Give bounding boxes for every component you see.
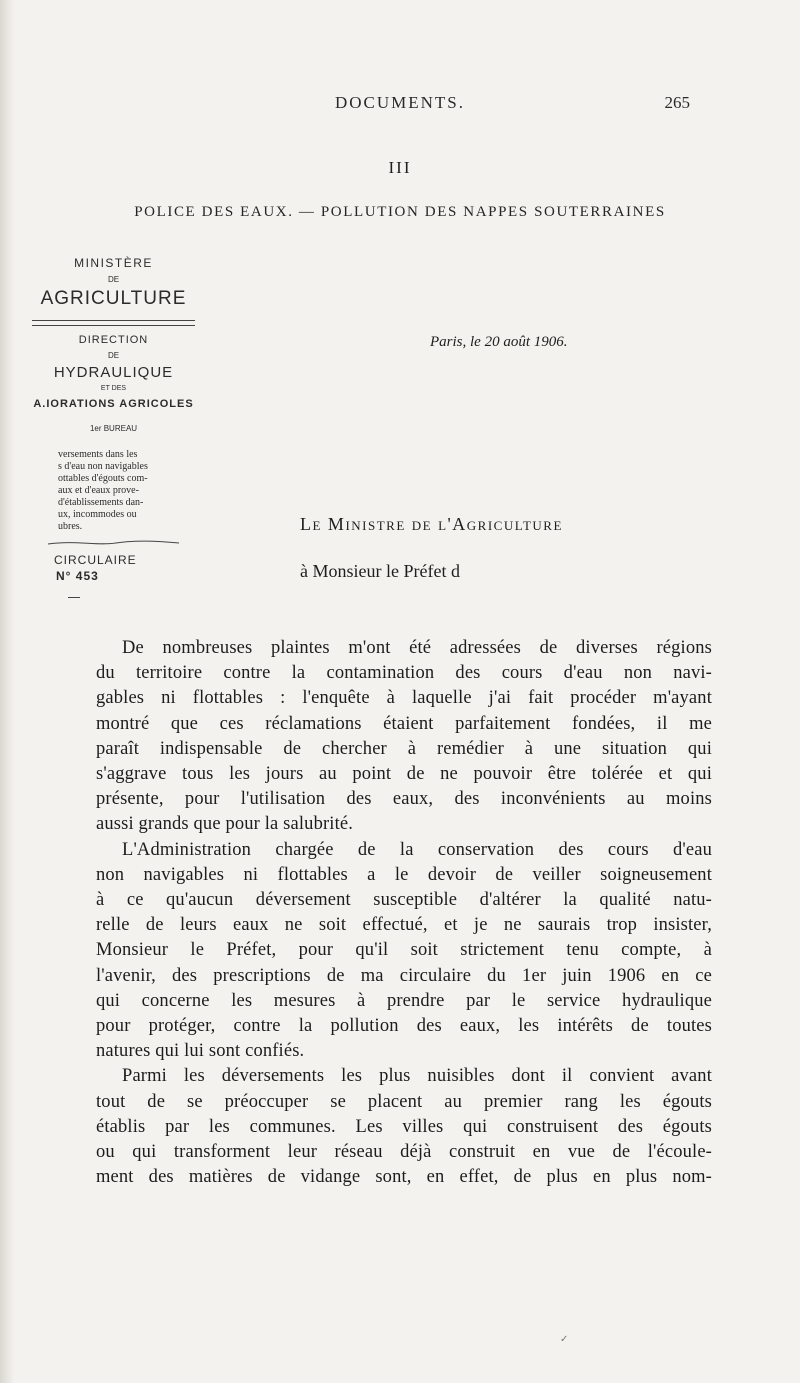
- running-header: [0, 93, 800, 117]
- body-line: qui concerne les mesures à prendre par le service hydraulique: [96, 990, 712, 1011]
- body-line: ment des matières de vidange sont, en effet, de plus en plus nom-: [96, 1167, 712, 1188]
- letterhead-direction: DIRECTION: [78, 334, 149, 346]
- body-line: non navigables ni flottables a le devoir de veiller soigneusement: [96, 864, 712, 885]
- body-line: relle de leurs eaux ne soit effectué, et je ne saurais trop insister,: [96, 915, 712, 936]
- body-line: paraît indispensable de chercher à remédier à une situation qui: [96, 738, 712, 759]
- letterhead-et-des: ET DES: [100, 385, 127, 392]
- body-line: natures qui lui sont confiés.: [96, 1041, 305, 1062]
- letterhead-ministry: MINISTÈRE: [74, 256, 153, 270]
- page-number: 265: [664, 93, 690, 112]
- body-line: L'Administration chargée de la conservation des cours d'eau: [122, 839, 712, 860]
- letterhead-ministry-name: AGRICULTURE: [40, 288, 187, 309]
- body-line: s'aggrave tous les jours au point de ne pouvoir être tolérée et qui: [96, 764, 712, 785]
- body-line: pour protéger, contre la pollution des eaux, les intérêts de toutes: [96, 1016, 712, 1037]
- running-title: DOCUMENTS.: [334, 93, 466, 112]
- letterhead-circulaire: CIRCULAIRE: [54, 553, 137, 567]
- body-line: Monsieur le Préfet, pour qu'il soit strictement tenu compte, à: [96, 940, 712, 961]
- body-line: du territoire contre la contamination des cours d'eau non navi-: [96, 663, 712, 684]
- section-number: III: [388, 158, 412, 177]
- body-line: établis par les communes. Les villes qui construisent des égouts: [96, 1116, 712, 1137]
- letterhead-direction-name: HYDRAULIQUE: [53, 364, 174, 381]
- letterhead-dash: [68, 597, 80, 598]
- body-line: Parmi les déversements les plus nuisibles dont il convient avant: [122, 1066, 712, 1087]
- body-line: présente, pour l'utilisation des eaux, des inconvénients au moins: [96, 789, 712, 810]
- margin-check-mark: ✓: [560, 1334, 569, 1345]
- letterhead-circulaire-number: N° 453: [56, 569, 99, 583]
- body-line: gables ni flottables : l'enquête à laquelle j'ai fait procéder m'ayant: [96, 688, 712, 709]
- body-line: De nombreuses plaintes m'ont été adressées de diverses régions: [122, 638, 712, 658]
- body-text: [96, 636, 712, 1190]
- body-line: à ce qu'aucun déversement susceptible d'altérer la qualité natu-: [96, 890, 712, 911]
- sender: Le Ministre de l'Agriculture: [300, 514, 563, 534]
- letterhead: [26, 256, 201, 598]
- letterhead-subject: versements dans les s d'eau non navigables ottables d'égouts com- aux et d'eaux prove- d'établissements dan- ux, incommodes ou ubres.: [58, 449, 148, 532]
- body-line: montré que ces réclamations étaient parfaitement fondées, il me: [96, 713, 712, 734]
- body-line: ou qui transforment leur réseau déjà construit en vue de l'écoule-: [96, 1142, 712, 1163]
- body-line: tout de se préoccuper se placent au premier rang les égouts: [96, 1091, 712, 1112]
- letterhead-bureau: 1er BUREAU: [89, 424, 138, 433]
- dateline: Paris, le 20 août 1906.: [430, 334, 568, 350]
- recipient: à Monsieur le Préfet d: [300, 561, 460, 581]
- section-title: POLICE DES EAUX. — POLLUTION DES NAPPES SOUTERRAINES: [134, 204, 666, 220]
- body-line: l'avenir, des prescriptions de ma circulaire du 1er juin 1906 en ce: [96, 965, 712, 986]
- letterhead-tilde-rule: [46, 540, 181, 546]
- letterhead-double-rule: [32, 320, 195, 326]
- letterhead-de: DE: [107, 275, 120, 284]
- letterhead-direction-de: DE: [107, 351, 120, 360]
- body-line: aussi grands que pour la salubrité.: [96, 814, 353, 835]
- letterhead-ameliorations: A.IORATIONS AGRICOLES: [33, 398, 194, 410]
